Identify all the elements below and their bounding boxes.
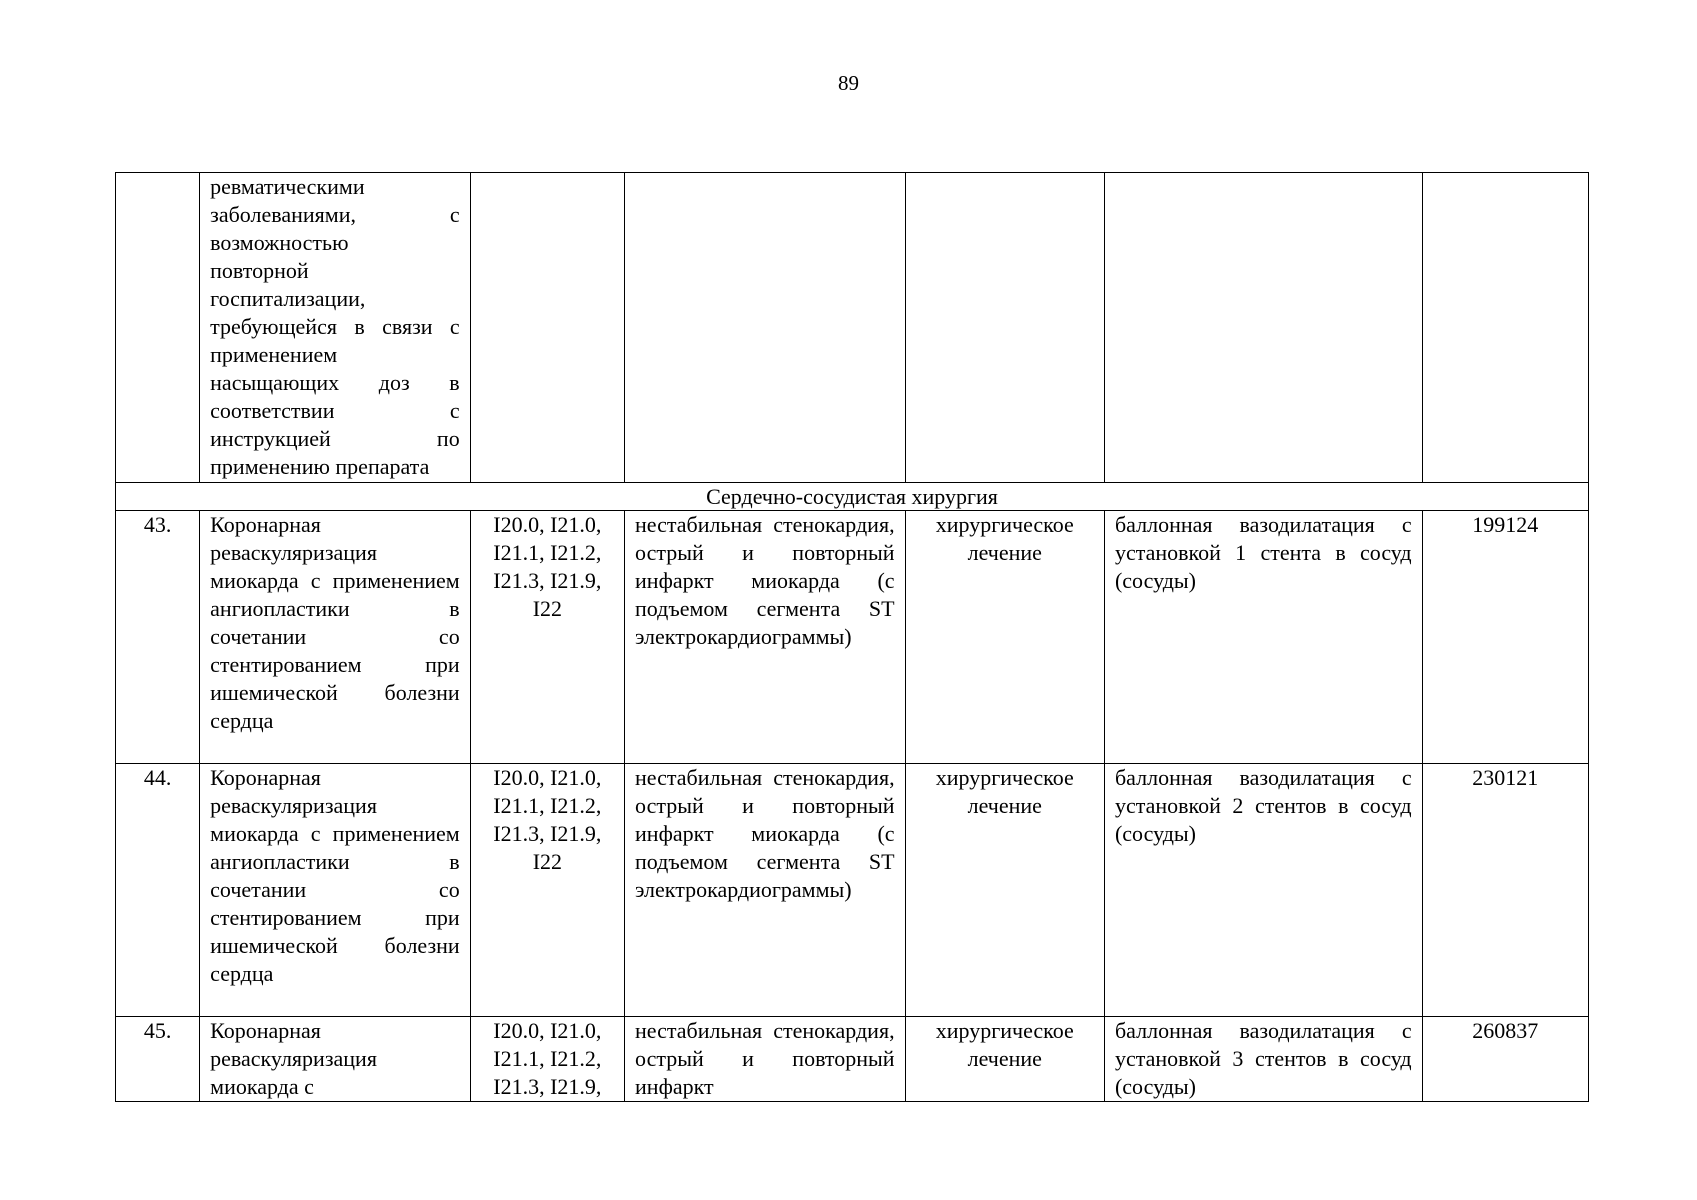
cell-num: 44. [116,764,200,1017]
cell-cost [1422,173,1588,483]
cell-codes: I20.0, I21.0, I21.1, I21.2, I21.3, I21.9, I22 [470,511,624,764]
care-methods-table [115,172,1589,1102]
cell-cost: 230121 [1422,764,1588,1017]
name-line: возможностью [210,230,349,255]
cell-name [200,173,471,483]
section-header-row [116,483,1589,511]
name-line: госпитализации, [210,286,366,311]
section-title: Сердечно-сосудистая хирургия [116,483,1589,511]
cell-name: Коронарная реваскуляризация миокарда с применением ангиопластики в сочетании со стентированием при ишемической болезни сердца [200,764,471,1017]
cell-codes: I20.0, I21.0, I21.1, I21.2, I21.3, I21.9, [470,1017,624,1102]
cell-codes: I20.0, I21.0, I21.1, I21.2, I21.3, I21.9, I22 [470,764,624,1017]
name-line: повторной [210,258,309,283]
cell-model [625,173,906,483]
cell-model: нестабильная стенокардия, острый и повторный инфаркт [625,1017,906,1102]
cell-method [1104,173,1422,483]
name-line: насыщающих доз в [210,370,460,395]
cell-method: баллонная вазодилатация с установкой 1 стента в сосуд (сосуды) [1104,511,1422,764]
table-row [116,1017,1589,1102]
cell-treatment: хирургическое лечение [905,764,1104,1017]
cell-model: нестабильная стенокардия, острый и повторный инфаркт миокарда (с подъемом сегмента ST электрокардиограммы) [625,764,906,1017]
cell-num: 43. [116,511,200,764]
cell-treatment: хирургическое лечение [905,1017,1104,1102]
cell-cost: 199124 [1422,511,1588,764]
cell-treatment [905,173,1104,483]
table-row [116,764,1589,1017]
name-line: требующейся в связи с [210,314,460,339]
table-row-continuation [116,173,1589,483]
name-continuation [210,173,460,481]
cell-method: баллонная вазодилатация с установкой 3 стентов в сосуд (сосуды) [1104,1017,1422,1102]
name-line: соответствии с [210,398,460,423]
cell-name: Коронарная реваскуляризация миокарда с [200,1017,471,1102]
cell-name: Коронарная реваскуляризация миокарда с применением ангиопластики в сочетании со стентированием при ишемической болезни сердца [200,511,471,764]
page-number: 89 [838,71,859,95]
cell-treatment: хирургическое лечение [905,511,1104,764]
name-line: инструкцией по [210,426,460,451]
cell-model: нестабильная стенокардия, острый и повторный инфаркт миокарда (с подъемом сегмента ST электрокардиограммы) [625,511,906,764]
cell-num: 45. [116,1017,200,1102]
cell-cost: 260837 [1422,1017,1588,1102]
cell-codes [470,173,624,483]
cell-method: баллонная вазодилатация с установкой 2 стентов в сосуд (сосуды) [1104,764,1422,1017]
table-row [116,511,1589,764]
name-line: применением [210,342,338,367]
name-line: применению препарата [210,454,430,479]
name-line: ревматическими [210,174,365,199]
cell-num [116,173,200,483]
name-line: заболеваниями, с [210,202,460,227]
